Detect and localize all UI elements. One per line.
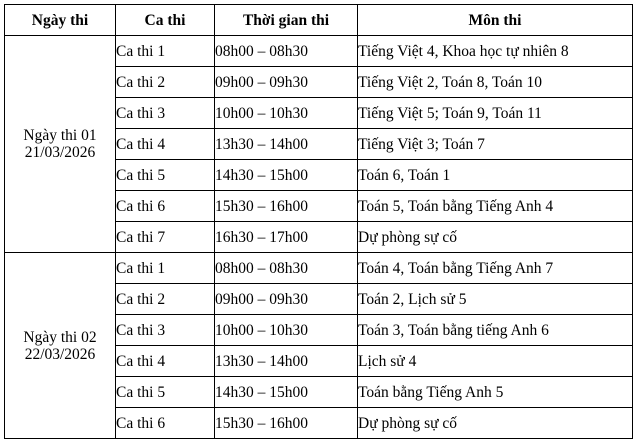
subject-cell: Toán 6, Toán 1 — [358, 160, 633, 191]
session-cell: Ca thi 3 — [116, 98, 215, 129]
subject-cell: Lịch sử 4 — [358, 346, 633, 377]
time-cell: 15h30 – 16h00 — [215, 191, 358, 222]
time-cell: 08h00 – 08h30 — [215, 253, 358, 284]
subject-cell: Tiếng Việt 2, Toán 8, Toán 10 — [358, 67, 633, 98]
session-cell: Ca thi 5 — [116, 377, 215, 408]
table-row — [5, 36, 633, 67]
header-row — [5, 5, 633, 36]
subject-cell: Tiếng Việt 3; Toán 7 — [358, 129, 633, 160]
subject-cell: Dự phòng sự cố — [358, 222, 633, 253]
time-cell: 13h30 – 14h00 — [215, 346, 358, 377]
session-cell: Ca thi 7 — [116, 222, 215, 253]
subject-cell: Tiếng Việt 4, Khoa học tự nhiên 8 — [358, 36, 633, 67]
time-cell: 14h30 – 15h00 — [215, 377, 358, 408]
time-cell: 14h30 – 15h00 — [215, 160, 358, 191]
subject-cell: Dự phòng sự cố — [358, 408, 633, 439]
session-cell: Ca thi 5 — [116, 160, 215, 191]
time-cell: 09h00 – 09h30 — [215, 67, 358, 98]
session-cell: Ca thi 4 — [116, 129, 215, 160]
day-label: Ngày thi 02 — [23, 328, 97, 346]
subject-cell: Tiếng Việt 5; Toán 9, Toán 11 — [358, 98, 633, 129]
header-day: Ngày thi — [5, 5, 116, 36]
day-cell — [5, 253, 116, 439]
time-cell: 09h00 – 09h30 — [215, 284, 358, 315]
time-cell: 13h30 – 14h00 — [215, 129, 358, 160]
time-cell: 08h00 – 08h30 — [215, 36, 358, 67]
day-date: 21/03/2026 — [24, 144, 96, 161]
session-cell: Ca thi 6 — [116, 408, 215, 439]
day-label: Ngày thi 01 — [23, 127, 97, 144]
subject-cell: Toán bằng Tiếng Anh 5 — [358, 377, 633, 408]
session-cell: Ca thi 1 — [116, 253, 215, 284]
time-cell: 10h00 – 10h30 — [215, 98, 358, 129]
session-cell: Ca thi 6 — [116, 191, 215, 222]
header-time: Thời gian thi — [215, 5, 358, 36]
subject-cell: Toán 4, Toán bằng Tiếng Anh 7 — [358, 253, 633, 284]
time-cell: 15h30 – 16h00 — [215, 408, 358, 439]
day-date: 22/03/2026 — [24, 345, 96, 363]
time-cell: 16h30 – 17h00 — [215, 222, 358, 253]
session-cell: Ca thi 1 — [116, 36, 215, 67]
header-subject: Môn thi — [358, 5, 633, 36]
subject-cell: Toán 2, Lịch sử 5 — [358, 284, 633, 315]
time-cell: 10h00 – 10h30 — [215, 315, 358, 346]
session-cell: Ca thi 2 — [116, 284, 215, 315]
subject-cell: Toán 3, Toán bằng tiếng Anh 6 — [358, 315, 633, 346]
session-cell: Ca thi 4 — [116, 346, 215, 377]
header-session: Ca thi — [116, 5, 215, 36]
subject-cell: Toán 5, Toán bằng Tiếng Anh 4 — [358, 191, 633, 222]
table-row — [5, 253, 633, 284]
table-header — [5, 5, 633, 36]
session-cell: Ca thi 3 — [116, 315, 215, 346]
day-cell — [5, 36, 116, 253]
exam-schedule-table — [4, 4, 633, 439]
session-cell: Ca thi 2 — [116, 67, 215, 98]
table-body — [5, 36, 633, 439]
